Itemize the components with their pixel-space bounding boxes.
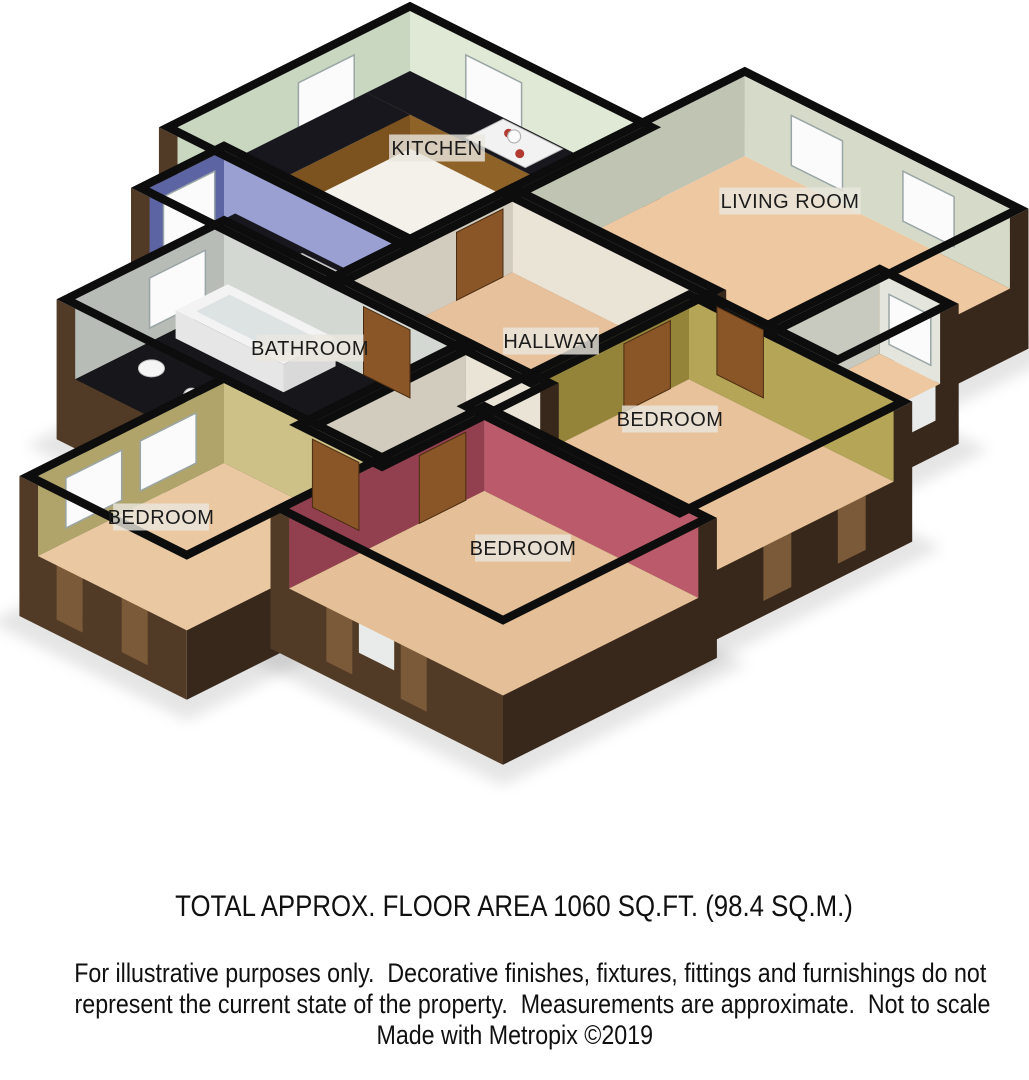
room-label-bedroom-mid (470, 535, 577, 562)
total-area-value: TOTAL APPROX. FLOOR AREA 1060 SQ.FT. (98.4 SQ.M.) (175, 890, 854, 923)
room-label-bedroom-right (617, 406, 724, 433)
room-label-kitchen (389, 135, 485, 162)
svg-text:BEDROOM: BEDROOM (616, 409, 724, 431)
room-label-bathroom (251, 335, 369, 362)
svg-text:BEDROOM: BEDROOM (469, 538, 577, 560)
room-label-living-room (719, 188, 860, 215)
svg-text:KITCHEN: KITCHEN (391, 138, 483, 160)
room-label-bedroom-left (108, 504, 215, 531)
disclaimer-line-2: represent the current state of the property. Measurements are approximate. Not to scale (74, 989, 991, 1019)
svg-text:LIVING ROOM: LIVING ROOM (720, 191, 860, 213)
svg-text:HALLWAY: HALLWAY (503, 331, 599, 353)
total-area-text (0, 890, 1029, 924)
disclaimer-line-1: For illustrative purposes only. Decorative finishes, fixtures, fittings and furnishings do not (74, 958, 987, 988)
disclaimer-line-3: Made with Metropix ©2019 (376, 1020, 653, 1050)
svg-text:BEDROOM: BEDROOM (107, 507, 215, 529)
disclaimer-text (0, 958, 1029, 1051)
svg-text:BATHROOM: BATHROOM (250, 338, 370, 360)
room-label-hallway (503, 328, 599, 355)
